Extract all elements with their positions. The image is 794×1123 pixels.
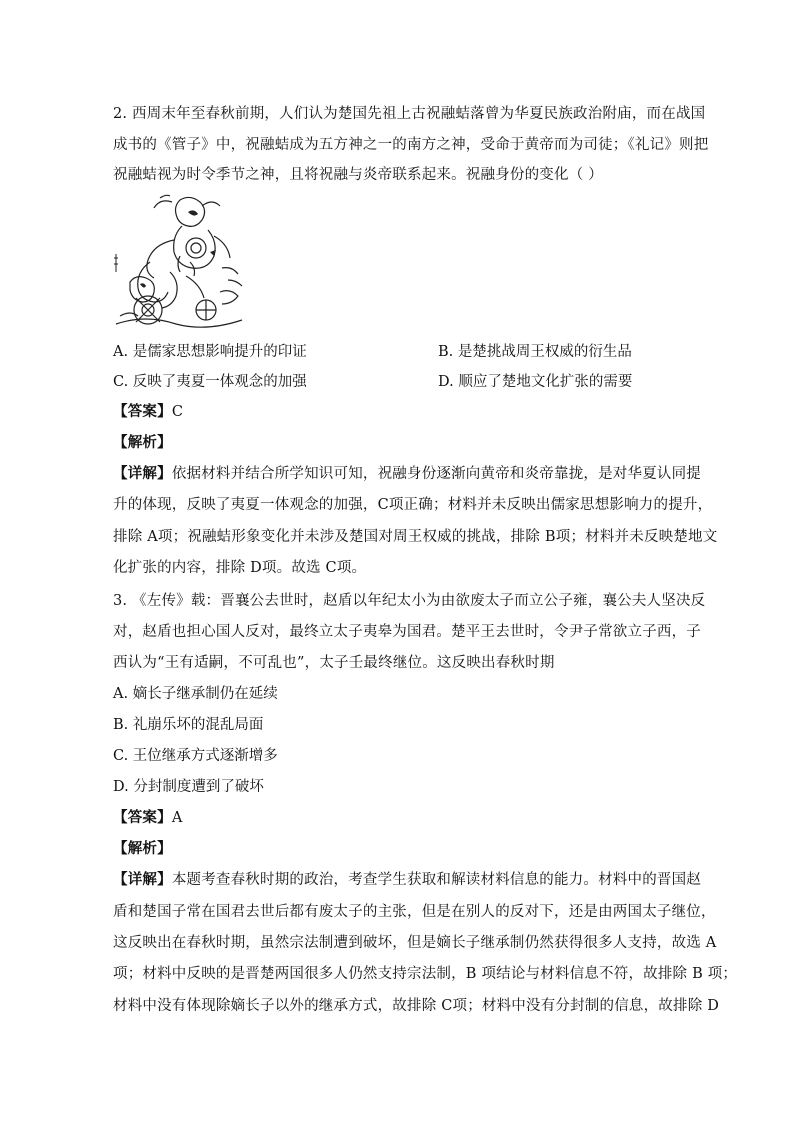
q3-detail-line-1 [113, 870, 701, 890]
q2-stem-line-1: 2. 西周末年至春秋前期，人们认为楚国先祖上古祝融蛣落曾为华夏民族政治附庙，而在战国 [113, 106, 706, 122]
q3-stem-line-2: 对，赵盾也担心国人反对，最终立太子夷皋为国君。楚平王去世时，令尹子常欲立子西，子 [113, 624, 701, 640]
q2-detail-line-1 [113, 464, 701, 484]
q2-answer-value: C [171, 404, 184, 420]
q3-detail-text-1: 本题考查春秋时期的政治，考查学生获取和解读材料信息的能力。材料中的晋国赵 [171, 872, 702, 888]
q3-answer-value: A [171, 810, 183, 826]
q3-detail-tag: 【详解】 [113, 871, 172, 888]
q2-answer-tag: 【答案】 [113, 403, 172, 420]
q3-detail-line-4: 项；材料中反映的是晋楚两国很多人仍然支持宗法制，B 项结论与材料信息不符，故排除 B 项； [113, 966, 738, 982]
q2-detail-line-3: 排除 A项；祝融蛣形象变化并未涉及楚国对周王权威的挑战，排除 B项；材料并未反映楚地文 [113, 529, 718, 545]
q3-answer [113, 808, 182, 828]
q3-option-d: D. 分封制度遭到了破坏 [113, 779, 264, 795]
q2-detail-tag: 【详解】 [113, 465, 172, 482]
q3-option-c: C. 王位继承方式逐渐增多 [113, 748, 278, 764]
q2-detail-line-4: 化扩张的内容，排除 D项。故选 C项。 [113, 560, 367, 576]
q2-option-b: B. 是楚挑战周王权威的衍生品 [438, 344, 632, 360]
q2-analysis-tag: 【解析】 [113, 434, 172, 451]
q2-detail-line-2: 升的体现，反映了夷夏一体观念的加强，C项正确；材料并未反映出儒家思想影响力的提升， [113, 497, 713, 513]
q3-detail-line-3: 这反映出在春秋时期，虽然宗法制遭到破坏，但是嫡长子继承制仍然获得很多人支持，故选 A [113, 935, 717, 951]
q3-stem-line-1: 3. 《左传》载：晋襄公去世时，赵盾以年纪太小为由欲废太子而立公子雍，襄公夫人坚决反 [113, 593, 706, 609]
q3-option-a: A. 嫡长子继承制仍在延续 [113, 686, 278, 702]
q3-detail-line-5: 材料中没有体现除嫡长子以外的继承方式，故排除 C项；材料中没有分封制的信息，故排除 D [113, 998, 720, 1014]
q3-detail-line-2: 盾和楚国子常在国君去世后都有废太子的主张，但是在别人的反对下，还是由两国太子继位， [113, 904, 716, 920]
q2-detail-text-1: 依据材料并结合所学知识可知，祝融身份逐渐向黄帝和炎帝靠拢，是对华夏认同提 [171, 466, 702, 482]
q3-answer-tag: 【答案】 [113, 809, 172, 826]
q2-answer [113, 402, 183, 422]
q3-stem-line-3: 西认为“王有适嗣，不可乱也”，太子壬最终继位。这反映出春秋时期 [113, 655, 555, 671]
q2-option-c: C. 反映了夷夏一体观念的加强 [113, 374, 307, 390]
q3-analysis-tag: 【解析】 [113, 840, 172, 857]
zhurong-illustration [110, 192, 248, 332]
q2-stem-line-3: 祝融蛣视为时令季节之神，且将祝融与炎帝联系起来。祝融身份的变化（ ） [113, 167, 603, 183]
q3-option-b: B. 礼崩乐坏的混乱局面 [113, 717, 264, 733]
q2-option-d: D. 顺应了楚地文化扩张的需要 [438, 374, 633, 390]
q2-stem-line-2: 成书的《管子》中，祝融蛣成为五方神之一的南方之神，受命于黄帝而为司徒；《礼记》则把 [113, 137, 709, 153]
q2-option-a: A. 是儒家思想影响提升的印证 [113, 344, 307, 360]
